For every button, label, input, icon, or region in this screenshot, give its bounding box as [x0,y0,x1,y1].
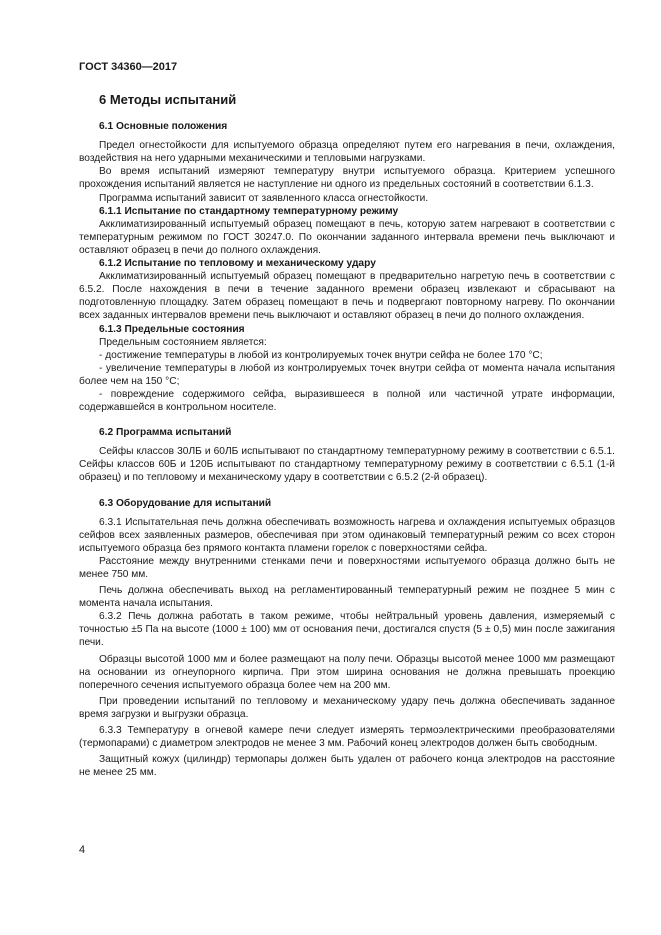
section-6-3-title: 6.3 Оборудование для испытаний [99,497,272,509]
paragraph: Акклиматизированный испытуемый образец помещают в предварительно нагретую печь в соответствии с 6.5.2. После нахождения в печи в течение заданного времени образец извлекают и сбрасывают на подготовленную площадку. Затем образец помещают в печь и подвергают повторному нагреву. По окончании всех заданных интервалов времени печь выключают и оставляют образец в печи до полного охлаждения. [79,271,615,322]
paragraph: Акклиматизированный испытуемый образец помещают в печь, которую затем нагревают в соответствии с температурным режимом по ГОСТ 30247.0. По окончании заданного интервала времени печь выключают и оставляют образец в печи до полного охлаждения. [79,218,615,256]
list-item: - увеличение температуры в любой из контролируемых точек внутри сейфа от момента начала испытания более чем на 150 °С; [79,362,615,387]
section-6-1-2-title: 6.1.2 Испытание по тепловому и механическому удару [99,258,376,270]
paragraph: Предельным состоянием является: [99,336,267,348]
paragraph: Защитный кожух (цилиндр) термопары должен быть удален от рабочего конца электродов на расстояние не менее 25 мм. [79,754,615,779]
list-item: - повреждение содержимого сейфа, выразившееся в полной или частичной утрате информации, содержавшейся в контрольном носителе. [79,388,615,414]
paragraph: Образцы высотой 1000 мм и более размещают на полу печи. Образцы высотой менее 1000 мм размещают на основании из огнеупорного кирпича. При этом ширина основания не должна превышать проекцию поперечного сечения испытуемого образца более чем на 200 мм. [79,653,615,691]
page-content [79,93,615,779]
paragraph: 6.3.2 Печь должна работать в таком режиме, чтобы нейтральный уровень давления, измеряемый с точностью ±5 Па на высоте (1000 ± 100) мм от основания печи, достигался спустя (5 ± 0,5) мин после зажигания печи. [79,611,615,649]
document-header: ГОСТ 34360—2017 [79,61,178,73]
section-6-1-title: 6.1 Основные положения [99,121,228,133]
paragraph: Предел огнестойкости для испытуемого образца определяют путем его нагревания в печи, охлаждения, воздействия на него ударными механическими и тепловыми нагрузками. [79,140,615,165]
paragraph: При проведении испытаний по тепловому и механическому удару печь должна обеспечивать заданное время загрузки и выгрузки образца. [79,695,615,720]
paragraph: Программа испытаний зависит от заявленного класса огнестойкости. [99,192,429,204]
paragraph: Сейфы классов 30ЛБ и 60ЛБ испытывают по стандартному температурному режиму в соответствии с 6.5.1. Сейфы классов 60Б и 120Б испытывают по стандартному температурному режиму в соответствии с 6.5.1 (1-й образец) и по тепловому и механическому удару в соответствии с 6.5.2 (2-й образец). [79,446,615,484]
section-6-1-3-title: 6.1.3 Предельные состояния [99,323,245,335]
paragraph: Печь должна обеспечивать выход на регламентированный температурный режим не позднее 5 мин с момента начала испытания. [79,585,615,610]
paragraph: Во время испытаний измеряют температуру внутри испытуемого образца. Критерием успешного прохождения испытаний является не наступление ни одного из предельных состояний в соответствии 6.1.3. [79,166,615,191]
section-6-title: 6 Методы испытаний [99,92,237,107]
list-item: - достижение температуры в любой из контролируемых точек внутри сейфа не более 170 °С; [99,349,543,361]
section-6-1-1-title: 6.1.1 Испытание по стандартному температурному режиму [99,205,399,217]
paragraph: 6.3.1 Испытательная печь должна обеспечивать возможность нагрева и охлаждения испытуемых образцов сейфов всех заявленных размеров, обеспечивая при этом одинаковый температурный режим со всех сторон испытуемого образца без прямого контакта пламени горелок с поверхностями сейфа. [79,516,615,554]
paragraph: 6.3.3 Температуру в огневой камере печи следует измерять термоэлектрическими преобразователями (термопарами) с диаметром электродов не менее 3 мм. Рабочий конец электродов должен быть свободным. [79,725,615,750]
page-number: 4 [79,844,86,856]
section-6-2-title: 6.2 Программа испытаний [99,427,232,439]
paragraph: Расстояние между внутренними стенками печи и поверхностями испытуемого образца должно быть не менее 750 мм. [79,555,615,580]
